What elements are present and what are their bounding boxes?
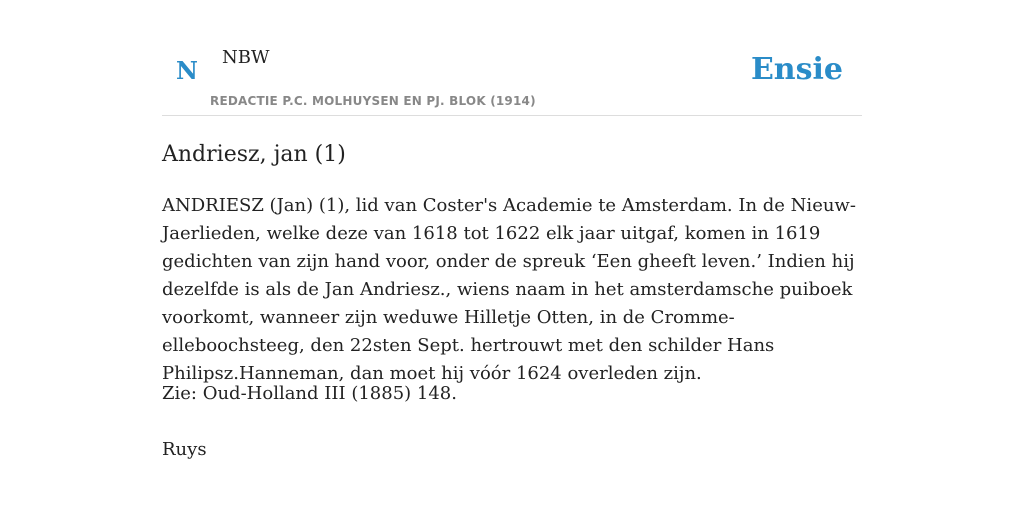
source-logo[interactable]: N	[176, 56, 198, 85]
header	[162, 0, 862, 116]
article-author: Ruys	[162, 439, 207, 460]
source-editors: REDACTIE P.C. MOLHUYSEN EN PJ. BLOK (1914)	[210, 94, 536, 108]
page	[162, 0, 862, 512]
article-body: ANDRIESZ (Jan) (1), lid van Coster's Academie te Amsterdam. In de Nieuw-Jaerlieden, welke deze van 1618 tot 1622 elk jaar uitgaf, komen in 1619 gedichten van zijn hand voor, onder de spreuk ‘Een gheeft leven.’ Indien hij dezelfde is als de Jan Andriesz., wiens naam in het amsterdamsche puiboek voorkomt, wanneer zijn weduwe Hilletje Otten, in de Cromme-elleboochsteeg, den 22sten Sept. hertrouwt met den schilder Hans Philipsz.Hanneman, dan moet hij vóór 1624 overleden zijn.	[162, 195, 856, 384]
brand-logo[interactable]: Ensie	[750, 52, 843, 87]
article-title: Andriesz, jan (1)	[162, 142, 346, 167]
source-abbreviation[interactable]: NBW	[222, 47, 270, 68]
article-reference: Zie: Oud-Holland III (1885) 148.	[162, 383, 457, 404]
